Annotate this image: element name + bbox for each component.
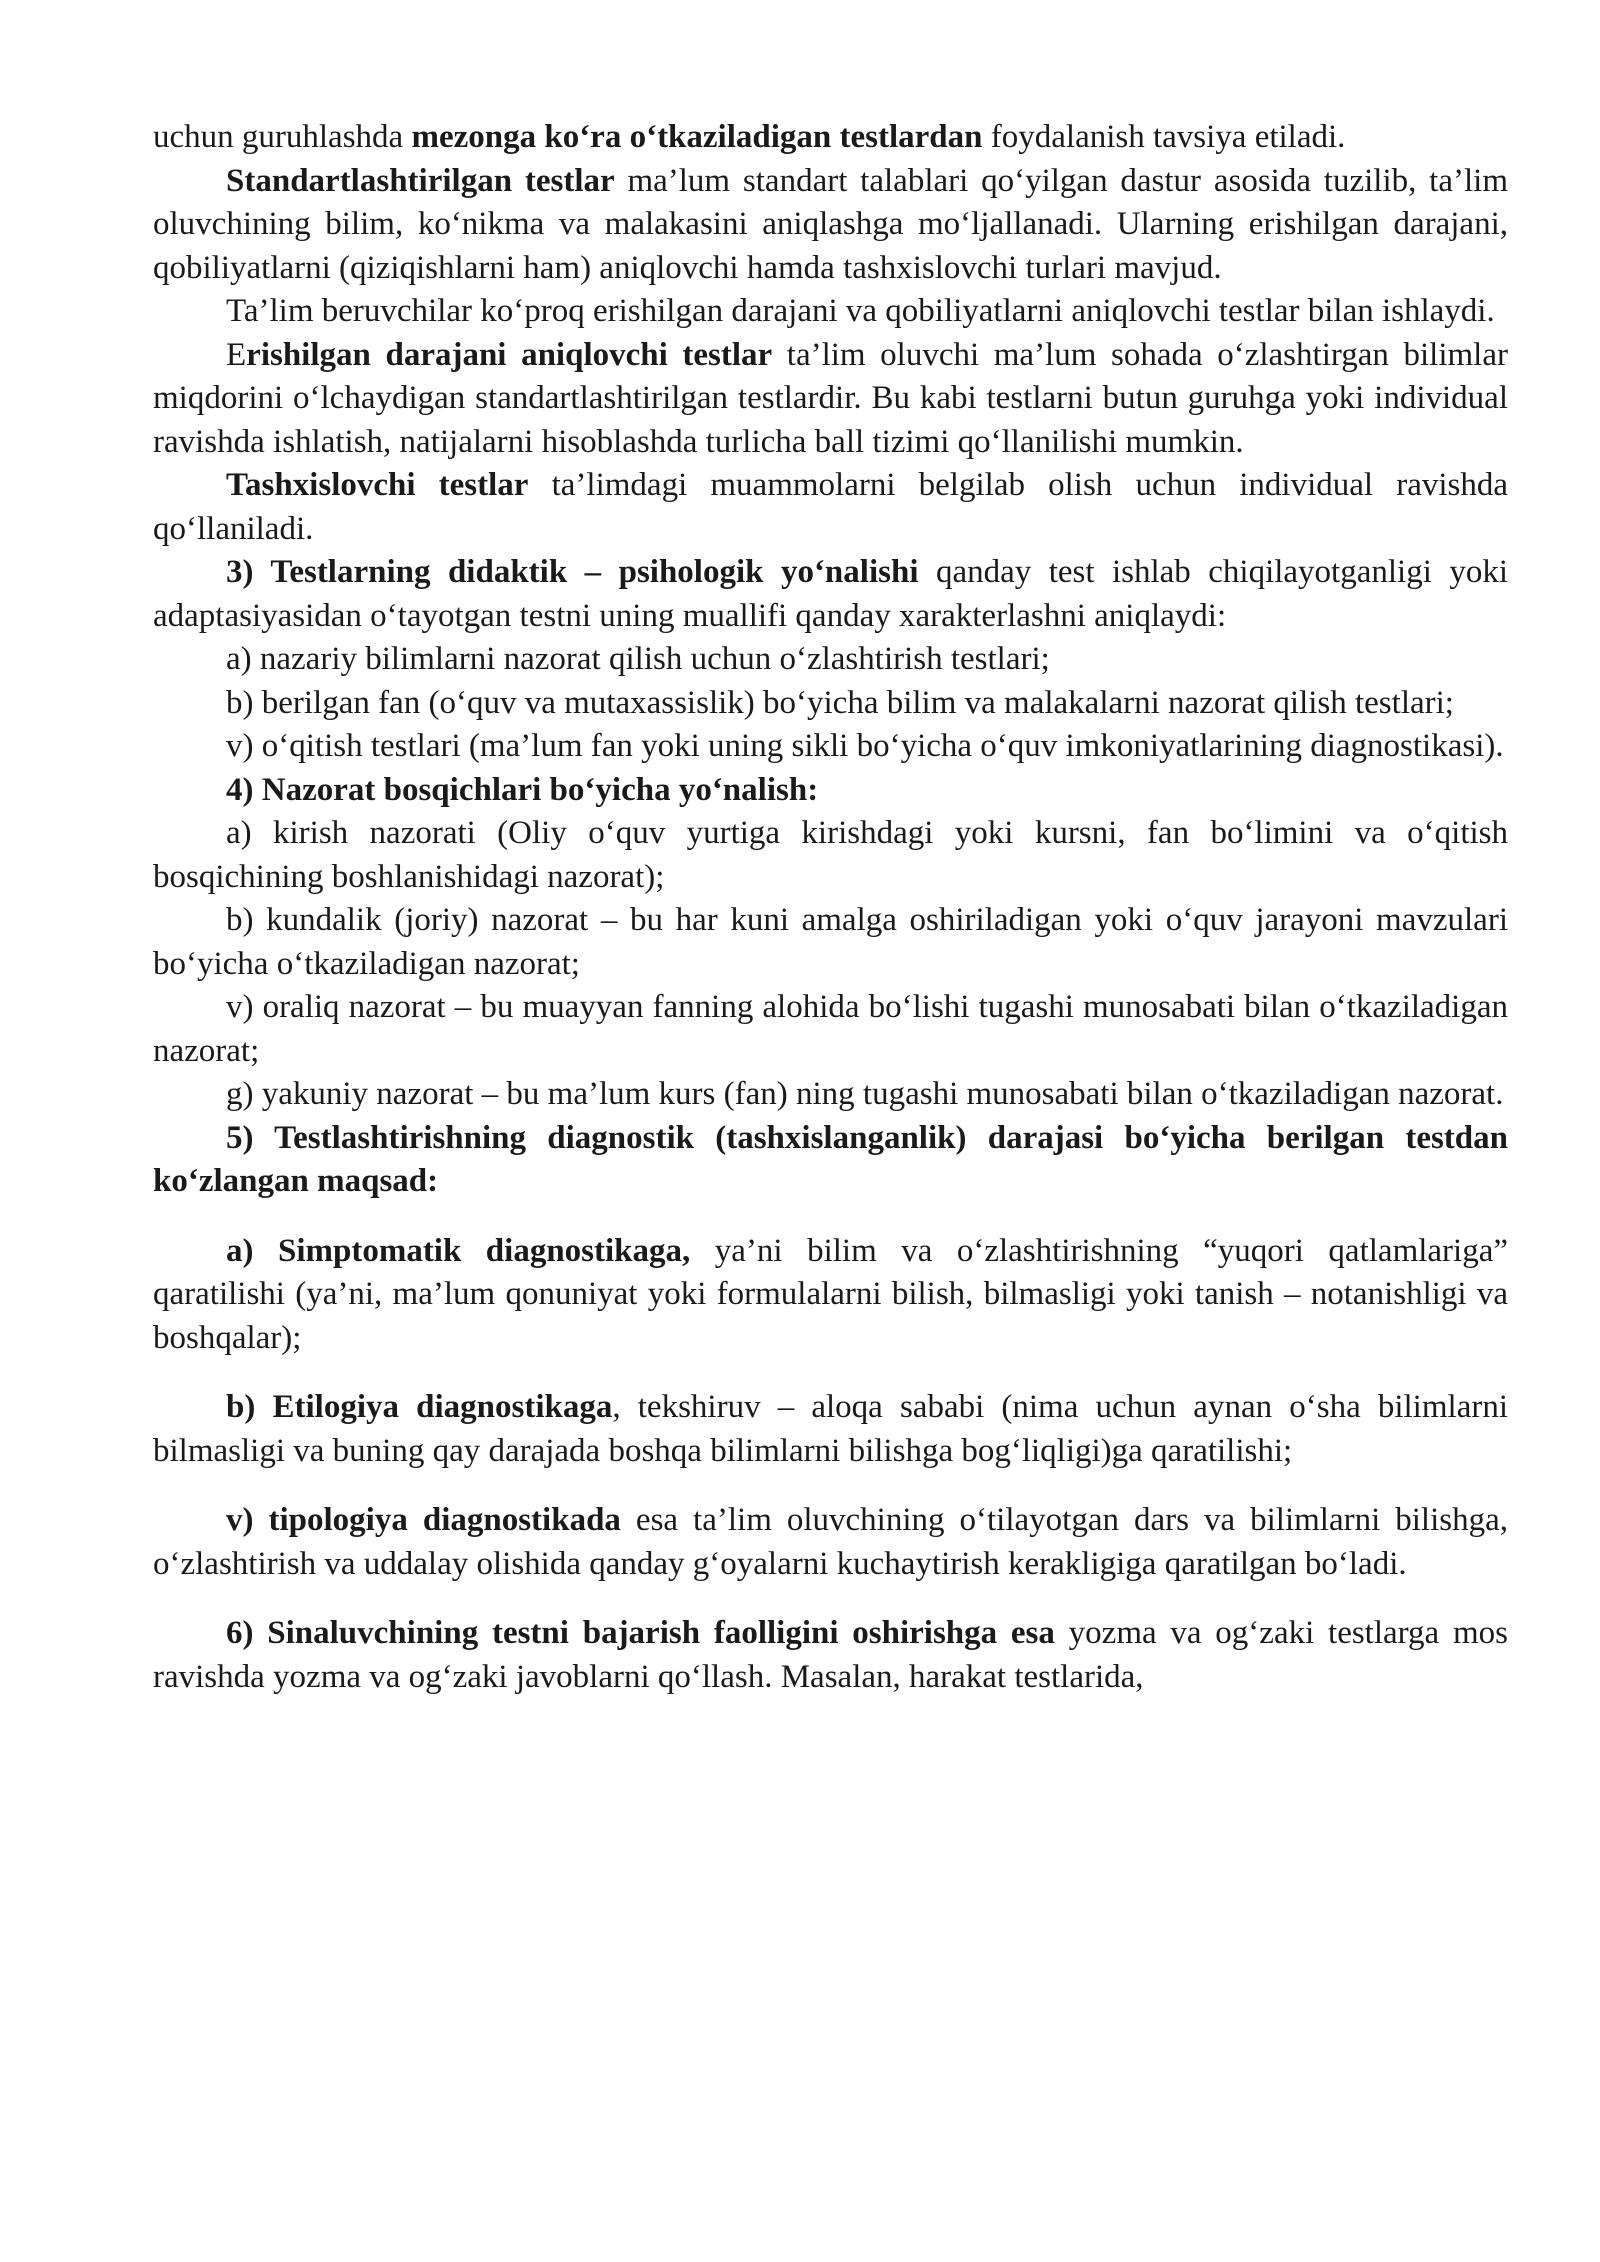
- text-run: uchun guruhlashda: [153, 119, 412, 155]
- text-run: E: [226, 336, 247, 373]
- text-run: , tekshiruv – aloqa sababi (nima uchun aynan o‘sha bilimlarni bilmasligi va buning qay darajada boshqa bilimlarni bilishga bog‘liqligi)ga qaratilishi;: [153, 1389, 1508, 1469]
- paragraph: [153, 769, 1508, 813]
- paragraph: [153, 116, 1508, 160]
- paragraph: [153, 1230, 1508, 1361]
- paragraph: [153, 334, 1508, 465]
- text-run: v) o‘qitish testlari (ma’lum fan yoki uning sikli bo‘yicha o‘quv imkoniyatlarining diagnostikasi).: [226, 728, 1504, 764]
- paragraph: [153, 812, 1508, 899]
- paragraph: [153, 464, 1508, 551]
- bold-text-run: Standartlashtirilgan testlar: [226, 162, 615, 199]
- paragraph: [153, 290, 1508, 334]
- text-run: ta’lim oluvchi ma’lum sohada o‘zlashtirgan bilimlar miqdorini o‘lchaydigan standartlashtirilgan testlardir. Bu kabi testlarni butun guruhga yoki individual ravishda ishlatish, natijalarni hisoblashda turlicha ball tizimi qo‘llanilishi mumkin.: [153, 336, 1508, 460]
- bold-text-run: 4) Nazorat bosqichlari bo‘yicha yo‘nalish:: [226, 771, 819, 808]
- paragraph: [153, 1117, 1508, 1204]
- document-body: [153, 116, 1508, 1699]
- text-run: g) yakuniy nazorat – bu ma’lum kurs (fan) ning tugashi munosabati bilan o‘tkaziladigan nazorat.: [226, 1076, 1504, 1112]
- text-run: b) kundalik (joriy) nazorat – bu har kuni amalga oshiriladigan yoki o‘quv jarayoni mavzulari bo‘yicha o‘tkaziladigan nazorat;: [153, 902, 1508, 982]
- text-run: ta’limdagi muammolarni belgilab olish uchun individual ravishda qo‘llaniladi.: [153, 467, 1508, 547]
- bold-text-run: a) Simptomatik diagnostikaga,: [226, 1232, 691, 1269]
- paragraph: [153, 1612, 1508, 1699]
- text-run: ya’ni bilim va o‘zlashtirishning “yuqori qatlamlariga” qaratilishi (ya’ni, ma’lum qonuniyat yoki formulalarni bilish, bilmasligi yoki tanish – notanishligi va boshqalar);: [153, 1232, 1508, 1356]
- text-run: b) berilgan fan (o‘quv va mutaxassislik) bo‘yicha bilim va malakalarni nazorat qilish testlari;: [226, 684, 1454, 721]
- paragraph: [153, 1073, 1508, 1117]
- paragraph: [153, 986, 1508, 1073]
- paragraph: [153, 551, 1508, 638]
- text-run: a) nazariy bilimlarni nazorat qilish uchun o‘zlashtirish testlari;: [226, 641, 1050, 677]
- paragraph: [153, 1386, 1508, 1473]
- text-run: a) kirish nazorati (Oliy o‘quv yurtiga kirishdagi yoki kursni, fan bo‘limini va o‘qitish bosqichining boshlanishidagi nazorat);: [153, 815, 1508, 895]
- paragraph: [153, 725, 1508, 769]
- text-run: ma’lum standart talablari qo‘yilgan dastur asosida tuzilib, ta’lim oluvchining bilim, ko‘nikma va malakasini aniqlashga mo‘ljallanadi. Ularning erishilgan darajani, qobiliyatlarni (qiziqishlarni ham) aniqlovchi hamda tashxislovchi turlari mavjud.: [153, 162, 1508, 286]
- bold-text-run: rishilgan darajani aniqlovchi testlar: [246, 336, 773, 373]
- paragraph: [153, 638, 1508, 682]
- bold-text-run: v) tipologiya diagnostikada: [226, 1502, 621, 1538]
- bold-text-run: b) Etilogiya diagnostikaga: [226, 1389, 613, 1425]
- text-run: Ta’lim beruvchilar ko‘proq erishilgan darajani va qobiliyatlarni aniqlovchi testlar bilan ishlaydi.: [226, 293, 1495, 329]
- paragraph: [153, 1499, 1508, 1586]
- bold-text-run: 3) Testlarning didaktik – psihologik yo‘nalishi: [226, 554, 919, 590]
- bold-text-run: Tashxislovchi testlar: [226, 467, 529, 503]
- text-run: qanday test ishlab chiqilayotganligi yoki adaptasiyasidan o‘tayotgan testni uning muallifi qanday xarakterlashni aniqlaydi:: [153, 554, 1508, 634]
- paragraph: [153, 682, 1508, 726]
- text-run: esa ta’lim oluvchining o‘tilayotgan dars va bilimlarni bilishga, o‘zlashtirish va uddalay olishida qanday g‘oyalarni kuchaytirish kerakligiga qaratilgan bo‘ladi.: [153, 1502, 1508, 1582]
- text-run: yozma va og‘zaki testlarga mos ravishda yozma va og‘zaki javoblarni qo‘llash. Masalan, harakat testlarida,: [153, 1615, 1508, 1695]
- text-run: foydalanish tavsiya etiladi.: [982, 119, 1346, 155]
- text-run: v) oraliq nazorat – bu muayyan fanning alohida bo‘lishi tugashi munosabati bilan o‘tkaziladigan nazorat;: [153, 989, 1508, 1069]
- paragraph: [153, 160, 1508, 291]
- paragraph: [153, 899, 1508, 986]
- bold-text-run: 5) Testlashtirishning diagnostik (tashxislanganlik) darajasi bo‘yicha berilgan testdan ko‘zlangan maqsad:: [153, 1119, 1508, 1199]
- bold-text-run: mezonga ko‘ra o‘tkaziladigan testlardan: [411, 119, 983, 155]
- bold-text-run: 6) Sinaluvchining testni bajarish faolligini oshirishga esa: [226, 1615, 1055, 1651]
